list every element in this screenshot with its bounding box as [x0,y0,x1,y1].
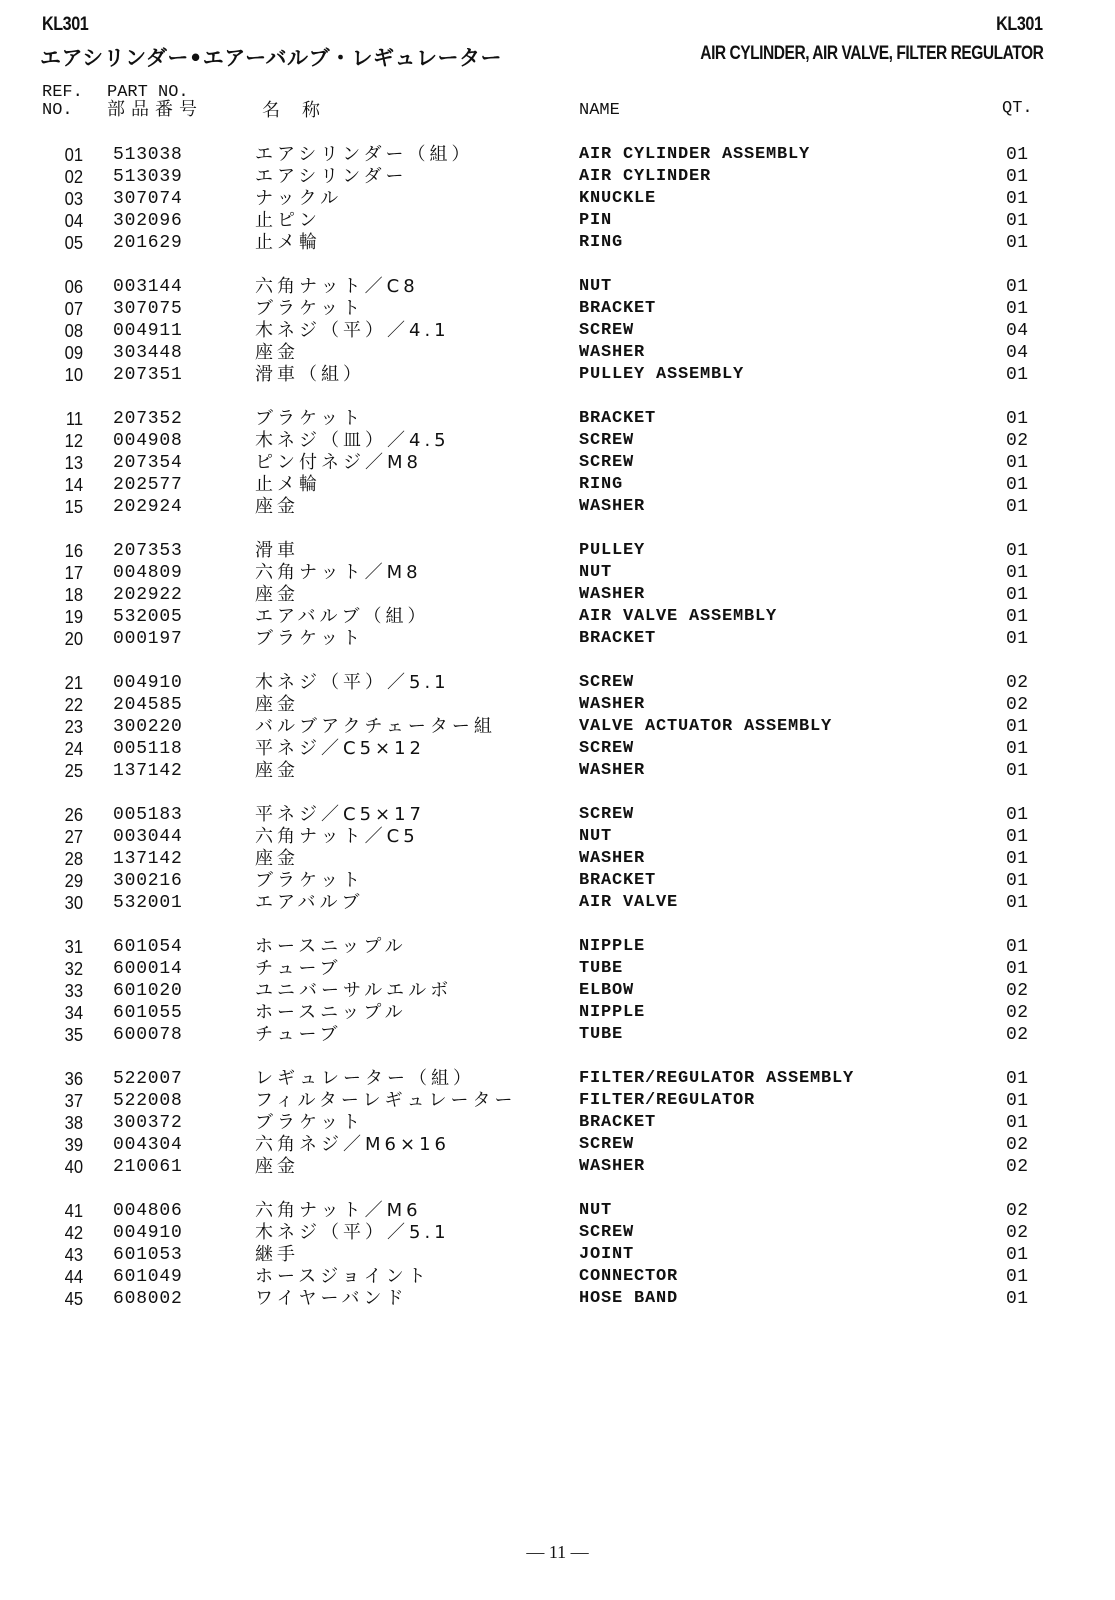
part-name-japanese: 止メ輪 [255,232,321,253]
part-name-japanese: 座金 [255,342,299,363]
part-name-japanese: エアシリンダー（組） [255,144,474,165]
part-name-japanese: バルブアクチェーター組 [255,716,496,737]
quantity: 01 [1006,1289,1029,1309]
ref-number: 36 [64,1069,84,1089]
quantity: 01 [1006,937,1029,957]
part-number: 307075 [113,299,183,319]
quantity: 01 [1006,189,1029,209]
ref-number: 35 [64,1025,84,1045]
quantity: 01 [1006,827,1029,847]
page-number: — 11 — [526,1542,589,1562]
quantity: 02 [1006,695,1029,715]
part-name: NUT [579,277,613,296]
part-name: VALVE ACTUATOR ASSEMBLY [579,717,833,736]
parts-row [0,320,1115,342]
part-number: 207351 [113,365,183,385]
part-name: WASHER [579,343,646,362]
parts-row [0,452,1115,474]
parts-row [0,1134,1115,1156]
part-name-japanese: ブラケット [255,1112,365,1133]
part-name-japanese: 継手 [255,1244,299,1265]
quantity: 01 [1006,585,1029,605]
ref-number: 33 [64,981,84,1001]
part-number: 600014 [113,959,183,979]
quantity: 02 [1006,1135,1029,1155]
part-number: 307074 [113,189,183,209]
part-name-japanese: 木ネジ（平）／5.1 [255,672,450,693]
part-name: PULLEY [579,541,646,560]
part-number: 005183 [113,805,183,825]
ref-number: 45 [64,1289,84,1309]
quantity: 01 [1006,365,1029,385]
part-name-japanese: 六角ナット／C8 [255,276,419,297]
parts-row [0,694,1115,716]
ref-number: 12 [64,431,84,451]
part-name-japanese: 木ネジ（平）／4.1 [255,320,450,341]
part-name: AIR CYLINDER [579,167,712,186]
parts-list [0,144,1115,1332]
ref-number: 25 [64,761,84,781]
parts-row [0,496,1115,518]
parts-row [0,672,1115,694]
part-number: 532001 [113,893,183,913]
quantity: 01 [1006,277,1029,297]
part-name-japanese: 六角ネジ／M6×16 [255,1134,450,1155]
part-name: BRACKET [579,871,657,890]
parts-row [0,210,1115,232]
part-name-japanese: チューブ [255,1024,342,1045]
parts-row [0,760,1115,782]
part-name: SCREW [579,321,635,340]
part-number: 202922 [113,585,183,605]
part-name-japanese: エアバルブ [255,892,364,913]
ref-number: 41 [64,1201,84,1221]
part-name: NUT [579,563,613,582]
page-title-english: AIR CYLINDER, AIR VALVE, FILTER REGULATOR [699,43,1043,64]
part-name: BRACKET [579,299,657,318]
quantity: 01 [1006,1113,1029,1133]
model-code-right: KL301 [996,14,1043,35]
ref-number: 05 [64,233,84,253]
part-name-japanese: エアシリンダー [255,166,408,187]
parts-row [0,584,1115,606]
quantity: 01 [1006,497,1029,517]
parts-row [0,1222,1115,1244]
part-name-japanese: ホースニップル [255,1002,407,1023]
parts-row [0,1024,1115,1046]
parts-row [0,1112,1115,1134]
parts-row [0,958,1115,980]
part-number: 300216 [113,871,183,891]
part-number: 004806 [113,1201,183,1221]
parts-row [0,562,1115,584]
parts-group [0,144,1115,254]
ref-number: 04 [64,211,84,231]
parts-row [0,1090,1115,1112]
column-header-part-no: PART NO. [107,83,189,102]
ref-number: 20 [64,629,84,649]
ref-number: 31 [64,937,84,957]
part-number: 210061 [113,1157,183,1177]
parts-row [0,144,1115,166]
part-number: 601020 [113,981,183,1001]
part-name: KNUCKLE [579,189,657,208]
part-name-japanese: チューブ [255,958,342,979]
part-name: SCREW [579,431,635,450]
part-name: WASHER [579,849,646,868]
ref-number: 28 [64,849,84,869]
part-name: PULLEY ASSEMBLY [579,365,745,384]
ref-number: 21 [64,673,84,693]
quantity: 02 [1006,1201,1029,1221]
parts-row [0,342,1115,364]
part-name-japanese: 平ネジ／C5×17 [255,804,426,825]
part-name-japanese: フィルターレギュレーター [255,1090,517,1111]
part-name: RING [579,475,624,494]
part-name: FILTER/REGULATOR ASSEMBLY [579,1069,855,1088]
part-number: 201629 [113,233,183,253]
part-name: TUBE [579,1025,624,1044]
quantity: 01 [1006,1069,1029,1089]
part-number: 004911 [113,321,183,341]
part-name: SCREW [579,1223,635,1242]
ref-number: 16 [64,541,84,561]
parts-group [0,1200,1115,1310]
part-number: 204585 [113,695,183,715]
quantity: 01 [1006,1267,1029,1287]
part-name-japanese: 止ピン [255,210,321,231]
parts-row [0,980,1115,1002]
quantity: 01 [1006,871,1029,891]
part-name-japanese: 座金 [255,1156,299,1177]
ref-number: 17 [64,563,84,583]
part-name-japanese: エアバルブ（組） [255,606,430,627]
ref-number: 29 [64,871,84,891]
part-name-japanese: 六角ナット／M8 [255,562,422,583]
parts-row [0,1200,1115,1222]
parts-row [0,232,1115,254]
part-name: BRACKET [579,1113,657,1132]
part-name-japanese: ブラケット [255,628,365,649]
parts-row [0,540,1115,562]
part-name: TUBE [579,959,624,978]
part-number: 522008 [113,1091,183,1111]
parts-row [0,1068,1115,1090]
parts-group [0,408,1115,518]
ref-number: 03 [64,189,84,209]
parts-row [0,826,1115,848]
parts-group [0,540,1115,650]
ref-number: 07 [64,299,84,319]
ref-number: 32 [64,959,84,979]
part-name-japanese: 平ネジ／C5×12 [255,738,426,759]
quantity: 01 [1006,805,1029,825]
ref-number: 40 [64,1157,84,1177]
ref-number: 19 [64,607,84,627]
parts-row [0,628,1115,650]
part-name: BRACKET [579,629,657,648]
part-name-japanese: ブラケット [255,408,365,429]
part-name: PIN [579,211,613,230]
column-header-name: NAME [579,101,620,120]
quantity: 02 [1006,1223,1029,1243]
ref-number: 37 [64,1091,84,1111]
ref-number: 30 [64,893,84,913]
part-number: 003144 [113,277,183,297]
part-number: 302096 [113,211,183,231]
parts-row [0,1244,1115,1266]
part-name-japanese: 止メ輪 [255,474,321,495]
part-name-japanese: レギュレーター（組） [255,1068,475,1089]
quantity: 02 [1006,673,1029,693]
ref-number: 34 [64,1003,84,1023]
part-number: 300220 [113,717,183,737]
ref-number: 09 [64,343,84,363]
part-number: 601055 [113,1003,183,1023]
ref-number: 24 [64,739,84,759]
parts-row [0,870,1115,892]
part-name: NIPPLE [579,937,646,956]
part-name-japanese: 座金 [255,584,299,605]
part-name: SCREW [579,673,635,692]
ref-number: 43 [64,1245,84,1265]
part-number: 300372 [113,1113,183,1133]
part-name: WASHER [579,1157,646,1176]
column-header-ref-no: REF. NO. [42,83,83,120]
quantity: 01 [1006,145,1029,165]
part-name: JOINT [579,1245,635,1264]
part-name: AIR CYLINDER ASSEMBLY [579,145,811,164]
ref-number: 10 [64,365,84,385]
part-name-japanese: 木ネジ（平）／5.1 [255,1222,450,1243]
parts-row [0,430,1115,452]
part-name: AIR VALVE ASSEMBLY [579,607,778,626]
part-name: SCREW [579,805,635,824]
model-code-left: KL301 [42,14,89,35]
part-name-japanese: 座金 [255,496,299,517]
part-name: FILTER/REGULATOR [579,1091,756,1110]
ref-number: 42 [64,1223,84,1243]
part-number: 000197 [113,629,183,649]
ref-number: 15 [64,497,84,517]
part-name: CONNECTOR [579,1267,679,1286]
part-name: WASHER [579,497,646,516]
column-header-part-no-japanese: 部品番号 [107,99,203,120]
part-number: 608002 [113,1289,183,1309]
quantity: 01 [1006,233,1029,253]
quantity: 01 [1006,1245,1029,1265]
parts-row [0,848,1115,870]
ref-number: 11 [65,409,84,429]
quantity: 01 [1006,299,1029,319]
part-name-japanese: 座金 [255,760,299,781]
part-number: 601054 [113,937,183,957]
part-name-japanese: ホースニップル [255,936,407,957]
part-number: 207352 [113,409,183,429]
part-number: 207354 [113,453,183,473]
ref-number: 39 [64,1135,84,1155]
ref-number: 27 [64,827,84,847]
part-number: 005118 [113,739,183,759]
ref-number: 22 [64,695,84,715]
quantity: 02 [1006,1025,1029,1045]
part-name-japanese: ブラケット [255,298,365,319]
part-number: 601053 [113,1245,183,1265]
ref-number: 06 [64,277,84,297]
part-name-japanese: 座金 [255,694,299,715]
quantity: 01 [1006,607,1029,627]
parts-row [0,1266,1115,1288]
parts-row [0,936,1115,958]
ref-number: 14 [64,475,84,495]
parts-row [0,1156,1115,1178]
part-number: 513038 [113,145,183,165]
part-name: NUT [579,827,613,846]
part-name-japanese: 滑車（組） [255,364,365,385]
part-number: 532005 [113,607,183,627]
quantity: 01 [1006,541,1029,561]
column-header-name-japanese: 名 称 [262,100,322,121]
parts-row [0,474,1115,496]
ref-number: 23 [64,717,84,737]
part-name-japanese: ホースジョイント [255,1266,430,1287]
part-name: SCREW [579,453,635,472]
quantity: 01 [1006,211,1029,231]
part-name-japanese: ブラケット [255,870,365,891]
part-name: SCREW [579,1135,635,1154]
parts-row [0,188,1115,210]
part-name: NIPPLE [579,1003,646,1022]
part-number: 202577 [113,475,183,495]
parts-row [0,738,1115,760]
part-number: 004908 [113,431,183,451]
quantity: 04 [1006,343,1029,363]
quantity: 01 [1006,739,1029,759]
part-number: 004809 [113,563,183,583]
quantity: 01 [1006,959,1029,979]
part-number: 004910 [113,673,183,693]
parts-row [0,408,1115,430]
ref-number: 38 [64,1113,84,1133]
part-name: ELBOW [579,981,635,1000]
part-name: WASHER [579,761,646,780]
part-number: 601049 [113,1267,183,1287]
part-number: 202924 [113,497,183,517]
quantity: 01 [1006,849,1029,869]
parts-row [0,804,1115,826]
ref-number: 02 [64,167,84,187]
ref-number: 44 [64,1267,84,1287]
part-number: 600078 [113,1025,183,1045]
part-name: WASHER [579,585,646,604]
part-number: 137142 [113,849,183,869]
part-name: NUT [579,1201,613,1220]
part-name-japanese: ワイヤーバンド [255,1288,408,1309]
part-name-japanese: 六角ナット／M6 [255,1200,422,1221]
part-name: RING [579,233,624,252]
quantity: 04 [1006,321,1029,341]
quantity: 01 [1006,1091,1029,1111]
part-number: 004910 [113,1223,183,1243]
parts-group [0,1068,1115,1178]
part-name-japanese: 座金 [255,848,299,869]
part-number: 003044 [113,827,183,847]
part-name-japanese: ピン付ネジ／M8 [255,452,422,473]
column-header-quantity: QT. [1002,99,1033,118]
quantity: 01 [1006,761,1029,781]
quantity: 01 [1006,453,1029,473]
part-name: WASHER [579,695,646,714]
part-number: 207353 [113,541,183,561]
parts-row [0,166,1115,188]
quantity: 02 [1006,981,1029,1001]
quantity: 02 [1006,1157,1029,1177]
parts-row [0,716,1115,738]
part-name-japanese: ナックル [255,188,343,209]
ref-number: 26 [64,805,84,825]
part-name-japanese: ユニバーサルエルボ [255,980,453,1001]
part-name: BRACKET [579,409,657,428]
part-number: 522007 [113,1069,183,1089]
ref-number: 13 [64,453,84,473]
ref-number: 08 [64,321,84,341]
part-name: SCREW [579,739,635,758]
parts-row [0,276,1115,298]
ref-number: 01 [64,145,84,165]
ref-number: 18 [64,585,84,605]
part-number: 303448 [113,343,183,363]
quantity: 01 [1006,409,1029,429]
page-title-japanese: エアシリンダー•エアーバルブ・レギュレーター [40,46,503,70]
part-number: 513039 [113,167,183,187]
quantity: 02 [1006,431,1029,451]
part-name: AIR VALVE [579,893,679,912]
quantity: 01 [1006,629,1029,649]
part-number: 137142 [113,761,183,781]
quantity: 01 [1006,475,1029,495]
part-name-japanese: 木ネジ（皿）／4.5 [255,430,450,451]
quantity: 01 [1006,717,1029,737]
part-name: HOSE BAND [579,1289,679,1308]
parts-row [0,1002,1115,1024]
parts-group [0,804,1115,914]
parts-row [0,364,1115,386]
parts-row [0,298,1115,320]
part-name-japanese: 六角ナット／C5 [255,826,419,847]
quantity: 01 [1006,563,1029,583]
parts-row [0,606,1115,628]
parts-row [0,1288,1115,1310]
quantity: 02 [1006,1003,1029,1023]
part-name-japanese: 滑車 [255,540,299,561]
quantity: 01 [1006,167,1029,187]
parts-group [0,936,1115,1046]
parts-row [0,892,1115,914]
part-number: 004304 [113,1135,183,1155]
parts-group [0,276,1115,386]
quantity: 01 [1006,893,1029,913]
parts-group [0,672,1115,782]
